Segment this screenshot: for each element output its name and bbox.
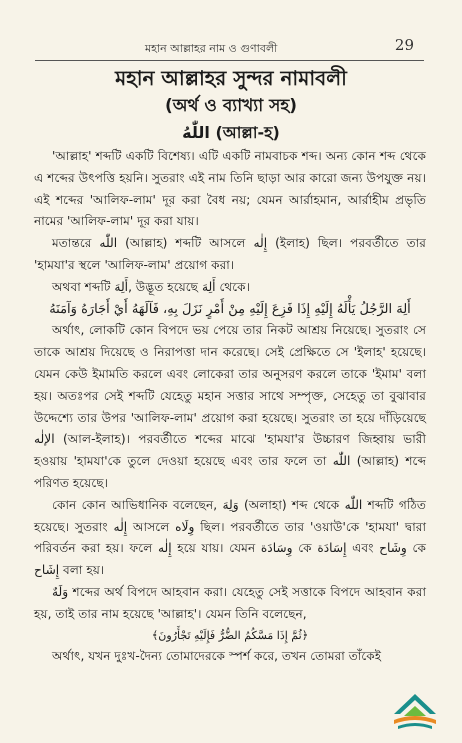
quran-verse: ﴿ثُمَّ إِذَا مَسَّكُمُ الضُّرُّ فَإِلَيْهِ تَجْأَرُونَ﴾	[151, 628, 309, 642]
chapter-subtitle: (অর্থ ও ব্যাখ্যা সহ)	[164, 96, 298, 116]
publisher-logo-icon	[390, 688, 440, 732]
body-text	[34, 146, 426, 667]
header-rule	[35, 60, 424, 61]
paragraph: অর্থাৎ, যখন দুঃখ-দৈন্য তোমাদেরকে স্পর্শ করে, তখন তোমরা তাঁকেই	[52, 648, 382, 663]
running-header	[0, 36, 462, 56]
arabic-quote: أَلِهَ الرَّجُلُ يَأْلَهُ إِلَيْهِ إِذَا فَزِعَ إِلَيْهِ مِنْ أَمْرٍ نَزَلَ بِهِ، فَآلَهَهُ أَيْ أَجَارَهُ وَآمَنَهُ	[49, 301, 411, 317]
chapter-title: মহান আল্লাহর সুন্দর নামাবলী	[115, 66, 347, 90]
paragraph: কোন কোন আভিধানিক বলেছেন, وَلِهَ (অলাহা) শব্দ থেকে اللّٰه শব্দটি গঠিত হয়েছে। সুতরাং إِلٰه আসলে وِلَاه ছিল। পরবর্তীতে তার 'ওয়াউ'কে 'হামযা' দ্বারা পরিবর্তন করা হয়। ফলে إِلٰه হয়ে যায়। যেমন وِسَادَة কে إِسَادَة এবং وِشَاح কে إِشَاح বলা হয়।	[34, 497, 426, 578]
paragraph: وَلَهٌ শব্দের অর্থ বিপদে আহবান করা। যেহেতু সেই সত্তাকে বিপদে আহবান করা হয়, তাই তার নাম হয়েছে 'আল্লাহ'। যেমন তিনি বলেছেন,	[34, 584, 426, 621]
paragraph: 'আল্লাহ' শব্দটি একটি বিশেষ্য। এটি একটি নামবাচক শব্দ। অন্য কোন শব্দ থেকে এ শব্দের উৎপত্তি হয়নি। সুতরাং এই নাম তিনি ছাড়া আর কারো জন্য উপযুক্ত নয়। এই শব্দের 'আলিফ-লাম' দূর করা বৈধ নয়; যেমন আর্রাহমান, আর্রাহীম প্রভৃতি নামের 'আলিফ-লাম' দূর করা যায়।	[34, 149, 426, 229]
running-title: মহান আল্লাহর নাম ও গুণাবলী	[145, 42, 278, 55]
page-number: 29	[394, 36, 414, 54]
paragraph: মতান্তরে اللّٰه (আল্লাহ) শব্দটি আসলে إِلٰه (ইলাহ) ছিল। পরবর্তীতে তার 'হামযা'র স্থলে 'আলিফ-লাম' প্রয়োগ করা।	[34, 236, 426, 272]
paragraph: অর্থাৎ, লোকটি কোন বিপদে ভয় পেয়ে তার নিকট আশ্রয় নিয়েছে। সুতরাং সে তাকে আশ্রয় দিয়েছে ও নিরাপত্তা দান করেছে। সেই প্রেক্ষিতে সে 'ইলাহ' হয়েছে। যেমন কেউ ইমামতি করলে এবং লোকেরা তার অনুসরণ করলে তাকে 'ইমাম' বলা হয়। অতঃপর সেই শব্দটি যেহেতু মহান সত্তার সাথে সম্পৃক্ত, সেহেতু তা বুঝাবার উদ্দেশ্যে তার উপর 'আলিফ-লাম' প্রয়োগ করা হয়েছে। সুতরাং তা হয়ে দাঁড়িয়েছে الإلٰه (আল-ইলাহ)। পরবর্তীতে শব্দের মাঝে 'হামযা'র উচ্চারণ জিহ্বায় ভারী হওয়ায় 'হামযা'কে তুলে দেওয়া হয়েছে এবং তার ফলে তা اللّٰه (আল্লাহ) শব্দে পরিণত হয়েছে।	[34, 323, 427, 490]
paragraph: অথবা শব্দটি أَلِهَ, উদ্ভূত হয়েছে أَلِهَ থেকে।	[52, 279, 251, 294]
name-heading: اللّٰهُ (আল্লা-হ)	[182, 123, 280, 142]
